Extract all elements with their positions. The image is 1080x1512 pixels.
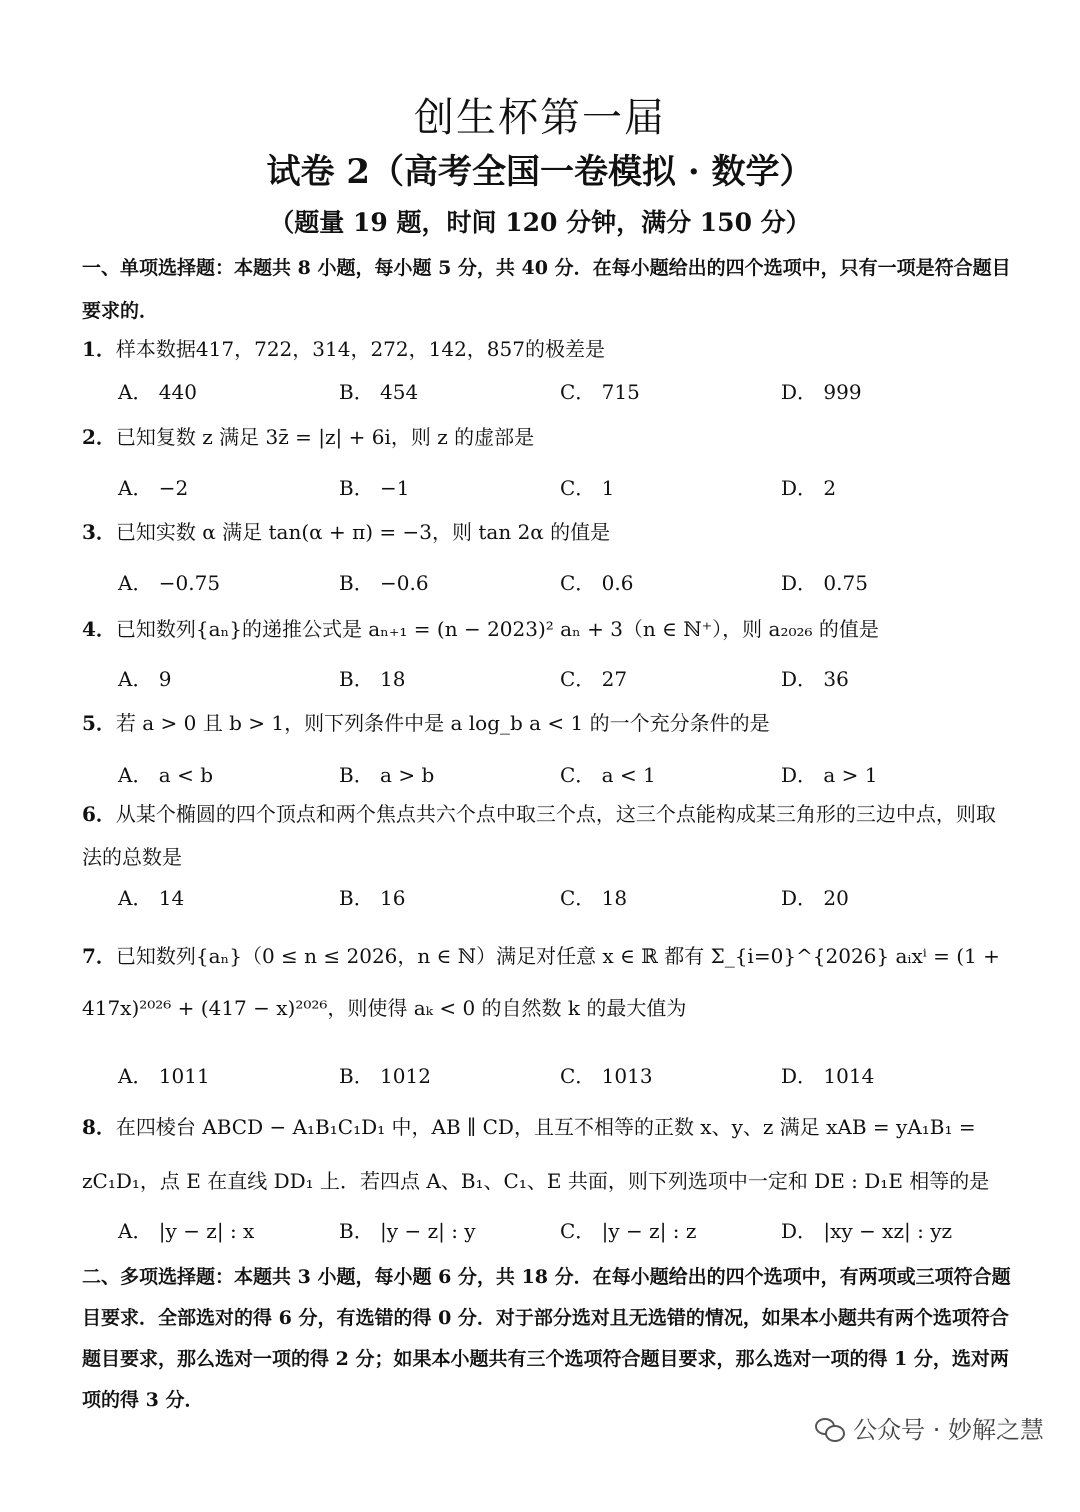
paper-info: （题量 19 题，时间 120 分钟，满分 150 分） bbox=[269, 208, 811, 237]
option-d[interactable]: D． 2 bbox=[781, 476, 837, 500]
option-c[interactable]: C． 18 bbox=[560, 886, 628, 910]
options-3 bbox=[118, 567, 1018, 597]
question-number: 1． bbox=[82, 337, 116, 361]
option-c[interactable]: C． 1013 bbox=[560, 1064, 653, 1088]
option-b[interactable]: B． −0.6 bbox=[339, 571, 429, 595]
question-5 bbox=[82, 708, 1012, 738]
question-4 bbox=[82, 614, 1012, 644]
options-2 bbox=[118, 472, 1018, 502]
options-7 bbox=[118, 1060, 1018, 1090]
option-c[interactable]: C． 1 bbox=[560, 476, 615, 500]
option-b[interactable]: B． 1012 bbox=[339, 1064, 431, 1088]
question-text: 若 a > 0 且 b > 1，则下列条件中是 a log_b a < 1 的一个充分条件的是 bbox=[115, 711, 770, 735]
question-8 bbox=[82, 1100, 1012, 1208]
question-text: 已知实数 α 满足 tan(α + π) = −3，则 tan 2α 的值是 bbox=[115, 520, 611, 544]
option-b[interactable]: B． 18 bbox=[339, 667, 406, 691]
option-d[interactable]: D． |xy − xz| : yz bbox=[781, 1219, 953, 1243]
question-1 bbox=[82, 334, 1012, 364]
option-a[interactable]: A． −0.75 bbox=[118, 571, 221, 595]
option-d[interactable]: D． 36 bbox=[781, 667, 849, 691]
question-6 bbox=[82, 793, 1012, 879]
paper-title: 创生杯第一届 bbox=[414, 95, 666, 141]
option-c[interactable]: C． 0.6 bbox=[560, 571, 634, 595]
option-b[interactable]: B． −1 bbox=[339, 476, 410, 500]
option-a[interactable]: A． a < b bbox=[118, 763, 213, 787]
options-4 bbox=[118, 663, 1018, 693]
option-a[interactable]: A． −2 bbox=[118, 476, 189, 500]
option-b[interactable]: B． 454 bbox=[339, 380, 419, 404]
question-text: 已知数列{aₙ}的递推公式是 aₙ₊₁ = (n − 2023)² aₙ + 3（n ∈ ℕ⁺），则 a₂₀₂₆ 的值是 bbox=[115, 617, 879, 641]
question-number: 6． bbox=[82, 802, 116, 826]
options-8 bbox=[118, 1215, 1018, 1245]
question-text: 从某个椭圆的四个顶点和两个焦点共六个点中取三个点，这三个点能构成某三角形的三边中点，则取法的总数是 bbox=[82, 802, 996, 869]
option-b[interactable]: B． 16 bbox=[339, 886, 406, 910]
paper-subtitle: 试卷 2（高考全国一卷模拟 · 数学） bbox=[266, 152, 814, 192]
option-a[interactable]: A． 14 bbox=[118, 886, 185, 910]
section-1-heading: 一、单项选择题：本题共 8 小题，每小题 5 分，共 40 分．在每小题给出的四个选项中，只有一项是符合题目要求的． bbox=[82, 257, 1011, 322]
wechat-icon bbox=[815, 1416, 845, 1440]
question-text: 在四棱台 ABCD − A₁B₁C₁D₁ 中，AB ∥ CD，且互不相等的正数 x、y、z 满足 xAB = yA₁B₁ = zC₁D₁，点 E 在直线 DD₁ 上．若四点 A、B₁、C₁、E 共面，则下列选项中一定和 DE : D₁E 相等的是 bbox=[82, 1115, 990, 1193]
option-d[interactable]: D． 1014 bbox=[781, 1064, 875, 1088]
option-c[interactable]: C． |y − z| : z bbox=[560, 1219, 697, 1243]
section-2-heading: 二、多项选择题：本题共 3 小题，每小题 6 分，共 18 分．在每小题给出的四个选项中，有两项或三项符合题目要求．全部选对的得 6 分，有选错的得 0 分．对于部分选对且无选错的情况，如果本小题共有两个选项符合题目要求，那么选对一项的得 2 分；如果本小题共有三个选项符合题目要求，那么选对一项的得 1 分，选对两项的得 3 分． bbox=[82, 1266, 1011, 1411]
question-7 bbox=[82, 930, 1012, 1034]
option-a[interactable]: A． 9 bbox=[118, 667, 172, 691]
question-text: 已知数列{aₙ}（0 ≤ n ≤ 2026，n ∈ ℕ）满足对任意 x ∈ ℝ 都有 Σ_{i=0}^{2026} aᵢxⁱ = (1 + 417x)²⁰²⁶ + (417 − x)²⁰²⁶，则使得 aₖ < 0 的自然数 k 的最大值为 bbox=[82, 944, 1000, 1020]
watermark bbox=[815, 1410, 1044, 1445]
watermark-text: 公众号 · 妙解之慧 bbox=[853, 1416, 1044, 1444]
question-number: 3． bbox=[82, 520, 116, 544]
option-c[interactable]: C． a < 1 bbox=[560, 763, 656, 787]
option-d[interactable]: D． 20 bbox=[781, 886, 849, 910]
option-b[interactable]: B． a > b bbox=[339, 763, 435, 787]
question-3 bbox=[82, 517, 1012, 547]
question-number: 2． bbox=[82, 425, 116, 449]
option-d[interactable]: D． 0.75 bbox=[781, 571, 868, 595]
question-number: 5． bbox=[82, 711, 116, 735]
option-b[interactable]: B． |y − z| : y bbox=[339, 1219, 476, 1243]
question-number: 7． bbox=[82, 944, 116, 968]
question-number: 8． bbox=[82, 1115, 116, 1139]
question-2 bbox=[82, 422, 1012, 452]
question-number: 4． bbox=[82, 617, 116, 641]
option-d[interactable]: D． 999 bbox=[781, 380, 862, 404]
option-a[interactable]: A． 440 bbox=[118, 380, 197, 404]
question-text: 已知复数 z 满足 3z̄ = |z| + 6i，则 z 的虚部是 bbox=[115, 425, 535, 449]
option-d[interactable]: D． a > 1 bbox=[781, 763, 878, 787]
options-6 bbox=[118, 882, 1018, 912]
options-5 bbox=[118, 759, 1018, 789]
option-c[interactable]: C． 27 bbox=[560, 667, 628, 691]
option-a[interactable]: A． 1011 bbox=[118, 1064, 210, 1088]
question-text: 样本数据417，722，314，272，142，857的极差是 bbox=[115, 337, 605, 361]
option-a[interactable]: A． |y − z| : x bbox=[118, 1219, 255, 1243]
option-c[interactable]: C． 715 bbox=[560, 380, 640, 404]
options-1 bbox=[118, 376, 1018, 406]
